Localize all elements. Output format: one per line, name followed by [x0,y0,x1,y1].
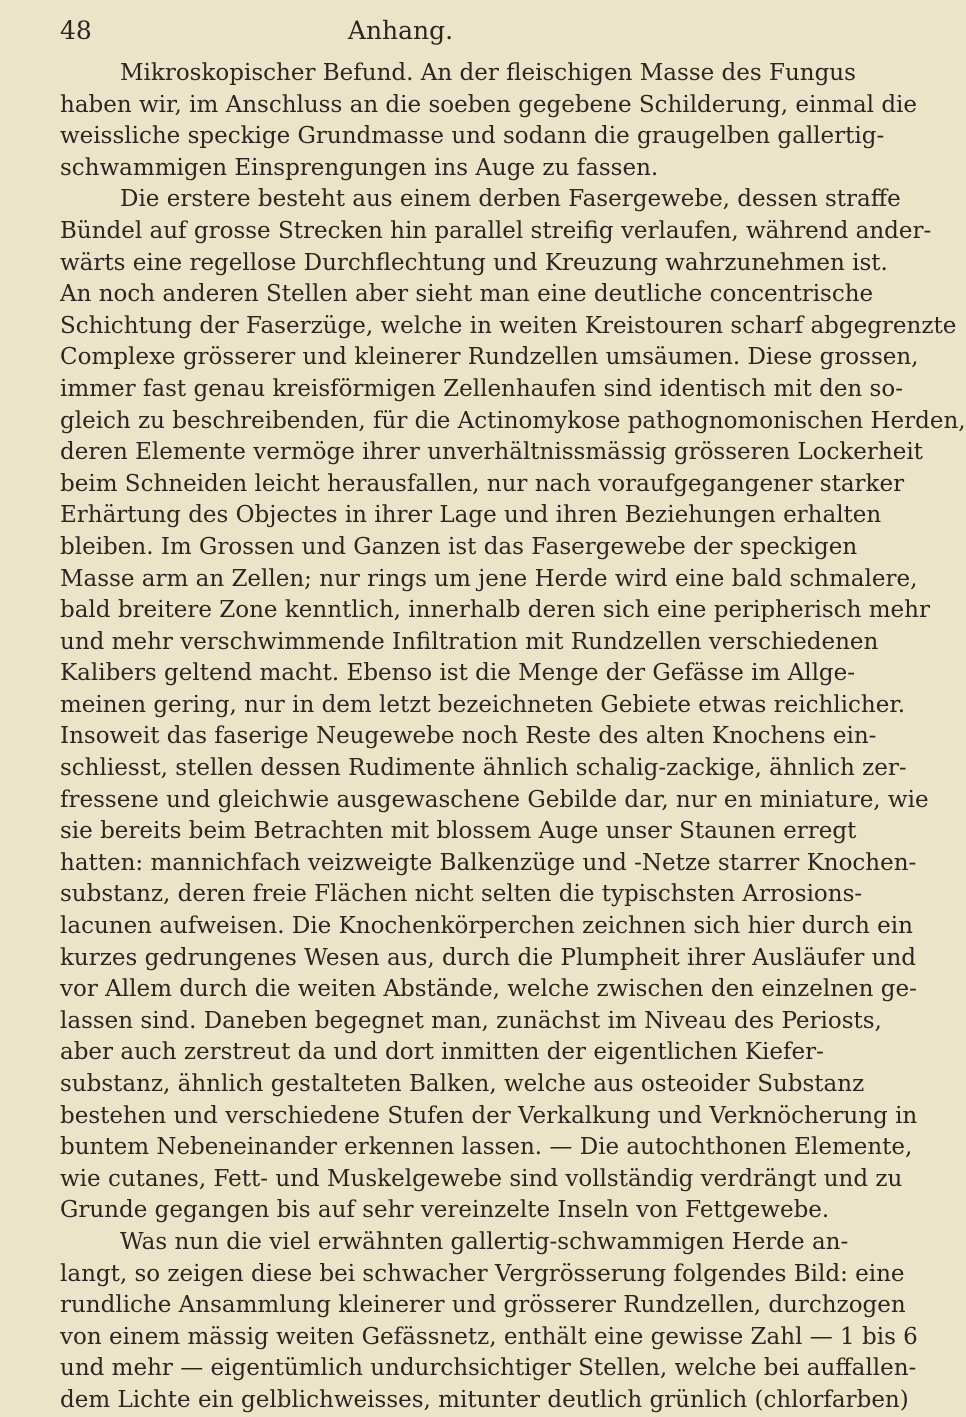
text-line: langt, so zeigen diese bei schwacher Vergrösserung folgendes Bild: eine [60,1260,905,1287]
text-line: Erhärtung des Objectes in ihrer Lage und ihren Beziehungen erhalten [60,502,882,529]
text-line: haben wir, im Anschluss an die soeben gegebene Schilderung, einmal die [60,91,918,118]
text-line: Masse arm an Zellen; nur rings um jene Herde wird eine bald schmalere, [60,565,918,592]
text-line: bald breitere Zone kenntlich, innerhalb deren sich eine peripherisch mehr [60,597,930,624]
text-line: substanz, ähnlich gestalteten Balken, welche aus osteoider Substanz [60,1071,865,1097]
text-line: beim Schneiden leicht herausfallen, nur nach voraufgegangener starker [60,470,905,497]
text-line: Die erstere besteht aus einem derben Fasergewebe, dessen straffe [120,186,901,213]
text-line: bestehen und verschiedene Stufen der Verkalkung und Verknöcherung in [60,1102,918,1129]
text-line: Insoweit das faserige Neugewebe noch Reste des alten Knochens ein- [60,723,877,750]
body-text [60,58,966,1417]
text-line: meinen gering, nur in dem letzt bezeichneten Gebiete etwas reichlicher. [60,691,906,718]
text-line: Schichtung der Faserzüge, welche in weiten Kreistouren scharf abgegrenzte [60,312,957,339]
text-line: sie bereits beim Betrachten mit blossem Auge unser Staunen erregt [60,818,857,845]
text-line: Mikroskopischer Befund. An der fleischigen Masse des Fungus [120,60,856,86]
text-line: weissliche speckige Grundmasse und sodann die graugelben gallertig- [60,123,885,150]
text-line: Grunde gegangen bis auf sehr vereinzelte Inseln von Fettgewebe. [60,1197,830,1224]
text-line: hatten: mannichfach veizweigte Balkenzüge und -Netze starrer Knochen- [60,849,917,876]
text-line: deren Elemente vermöge ihrer unverhältnissmässig grösseren Lockerheit [60,439,923,466]
text-line: bleiben. Im Grossen und Ganzen ist das Fasergewebe der speckigen [60,533,858,560]
text-line: von einem mässig weiten Gefässnetz, enthält eine gewisse Zahl — 1 bis 6 [60,1323,918,1350]
text-line: vor Allem durch die weiten Abstände, welche zwischen den einzelnen ge- [60,976,917,1003]
text-line: schliesst, stellen dessen Rudimente ähnlich schalig-zackige, ähnlich zer- [60,755,907,782]
text-line: An noch anderen Stellen aber sieht man eine deutliche concentrische [60,281,874,308]
text-line: fressene und gleichwie ausgewaschene Gebilde dar, nur en miniature, wie [60,786,929,813]
text-line: wie cutanes, Fett- und Muskelgewebe sind vollständig verdrängt und zu [60,1165,903,1192]
text-line: buntem Nebeneinander erkennen lassen. — Die autochthonen Elemente, [60,1134,913,1161]
text-line: rundliche Ansammlung kleinerer und grösserer Rundzellen, durchzogen [60,1292,906,1319]
text-line: gleich zu beschreibenden, für die Actinomykose pathognomonischen Herden, [60,407,966,434]
page-number: 48 [60,16,92,45]
text-line: schwammigen Einsprengungen ins Auge zu fassen. [60,154,659,181]
text-line: lassen sind. Daneben begegnet man, zunächst im Niveau des Periosts, [60,1007,882,1034]
text-line: und mehr verschwimmende Infiltration mit Rundzellen verschiedenen [60,628,879,655]
text-line: immer fast genau kreisförmigen Zellenhaufen sind identisch mit den so- [60,375,903,402]
text-line: wärts eine regellose Durchflechtung und Kreuzung wahrzunehmen ist. [60,249,888,276]
text-line: substanz, deren freie Flächen nicht selten die typischsten Arrosions- [60,881,863,908]
text-line: und mehr — eigentümlich undurchsichtiger Stellen, welche bei auffallen- [60,1355,917,1382]
text-line: aber auch zerstreut da und dort inmitten der eigentlichen Kiefer- [60,1039,824,1066]
text-line: Was nun die viel erwähnten gallertig-schwammigen Herde an- [120,1228,849,1255]
text-line: lacunen aufweisen. Die Knochenkörperchen zeichnen sich hier durch ein [60,913,913,940]
text-line: Kalibers geltend macht. Ebenso ist die Menge der Gefässe im Allge- [60,660,856,687]
text-line: kurzes gedrungenes Wesen aus, durch die Plumpheit ihrer Ausläufer und [60,944,917,971]
running-title: Anhang. [347,16,454,45]
text-line: dem Lichte ein gelblichweisses, mitunter deutlich grünlich (chlorfarben) [60,1386,909,1413]
text-line: Bündel auf grosse Strecken hin parallel streifig verlaufen, während ander- [60,217,932,244]
text-line: Complexe grösserer und kleinerer Rundzellen umsäumen. Diese grossen, [60,344,919,371]
running-head [60,16,741,46]
